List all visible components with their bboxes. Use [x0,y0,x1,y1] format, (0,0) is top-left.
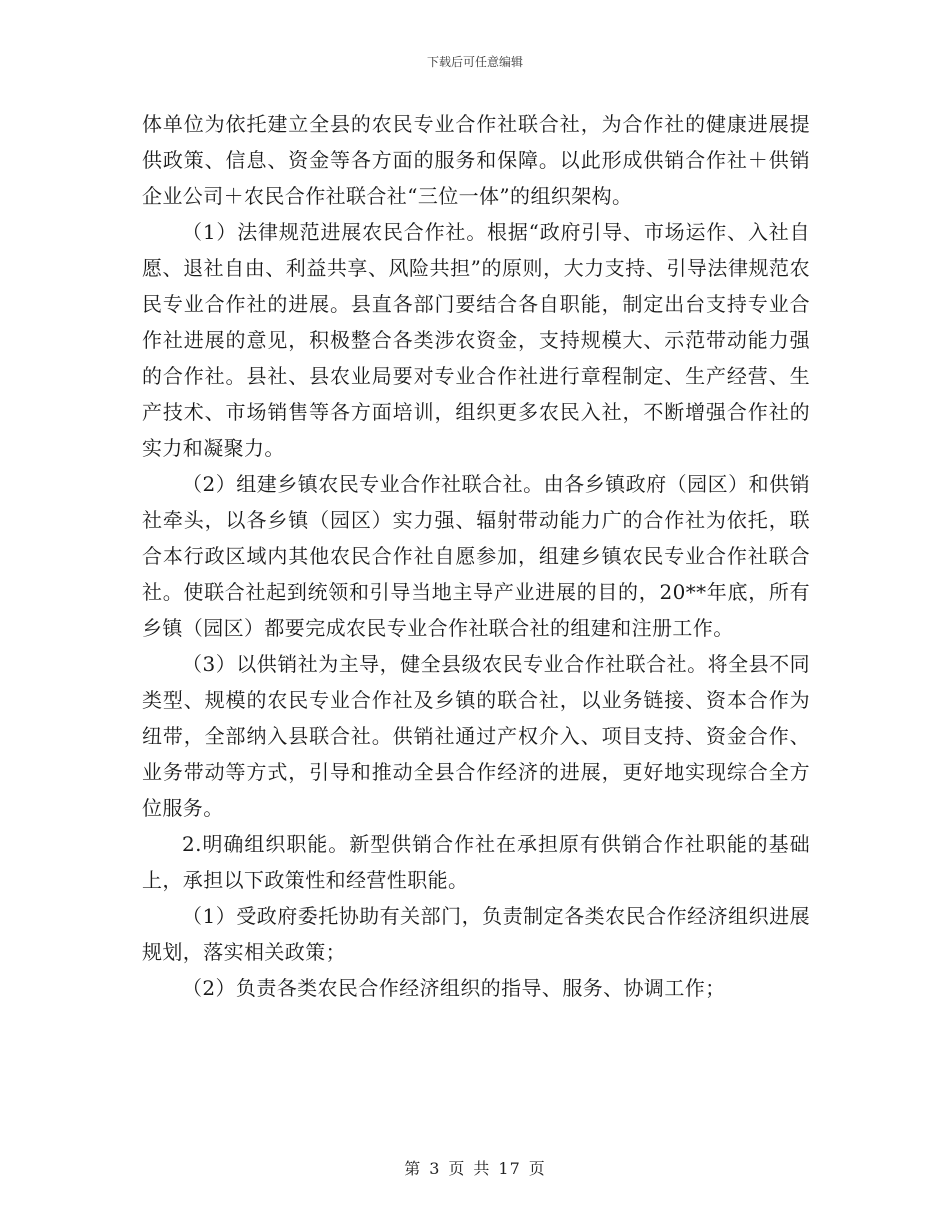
paragraph-5: 2.明确组织职能。新型供销合作社在承担原有供销合作社职能的基础上，承担以下政策性和经营性职能。 [142,832,810,892]
paragraph-7: （2）负责各类农民合作经济组织的指导、服务、协调工作； [182,976,726,1000]
footer-current-page: 3 [429,1159,441,1178]
document-body [142,106,810,1006]
footer-total-pages: 17 [498,1159,521,1178]
footer-prefix: 第 [404,1159,422,1178]
footer-total-word: 共 [473,1159,491,1178]
header-note: 下载后可任意编辑 [426,55,523,69]
page-number-footer [0,1156,950,1179]
paragraph-4: （3）以供销社为主导，健全县级农民专业合作社联合社。将全县不同类型、规模的农民专业合作社及乡镇的联合社，以业务链接、资本合作为纽带，全部纳入县联合社。供销社通过产权介入、项目支持、资金合作、业务带动等方式，引导和推动全县合作经济的进展，更好地实现综合全方位服务。 [142,652,810,820]
paragraph-1: 体单位为依托建立全县的农民专业合作社联合社，为合作社的健康进展提供政策、信息、资金等各方面的服务和保障。以此形成供销合作社＋供销企业公司＋农民合作社联合社“三位一体”的组织架构。 [142,112,810,208]
paragraph-3: （2）组建乡镇农民专业合作社联合社。由各乡镇政府（园区）和供销社牵头，以各乡镇（园区）实力强、辐射带动能力广的合作社为依托，联合本行政区域内其他农民合作社自愿参加，组建乡镇农民专业合作社联合社。使联合社起到统领和引导当地主导产业进展的目的，20**年底，所有乡镇（园区）都要完成农民专业合作社联合社的组建和注册工作。 [142,472,810,640]
paragraph-6: （1）受政府委托协助有关部门，负责制定各类农民合作经济组织进展规划，落实相关政策； [142,904,810,964]
footer-suffix: 页 [528,1159,546,1178]
paragraph-2: （1）法律规范进展农民合作社。根据“政府引导、市场运作、入社自愿、退社自由、利益共享、风险共担”的原则，大力支持、引导法律规范农民专业合作社的进展。县直各部门要结合各自职能，制定出台支持专业合作社进展的意见，积极整合各类涉农资金，支持规模大、示范带动能力强的合作社。县社、县农业局要对专业合作社进行章程制定、生产经营、生产技术、市场销售等各方面培训，组织更多农民入社，不断增强合作社的实力和凝聚力。 [142,220,810,460]
footer-page-word: 页 [448,1159,466,1178]
